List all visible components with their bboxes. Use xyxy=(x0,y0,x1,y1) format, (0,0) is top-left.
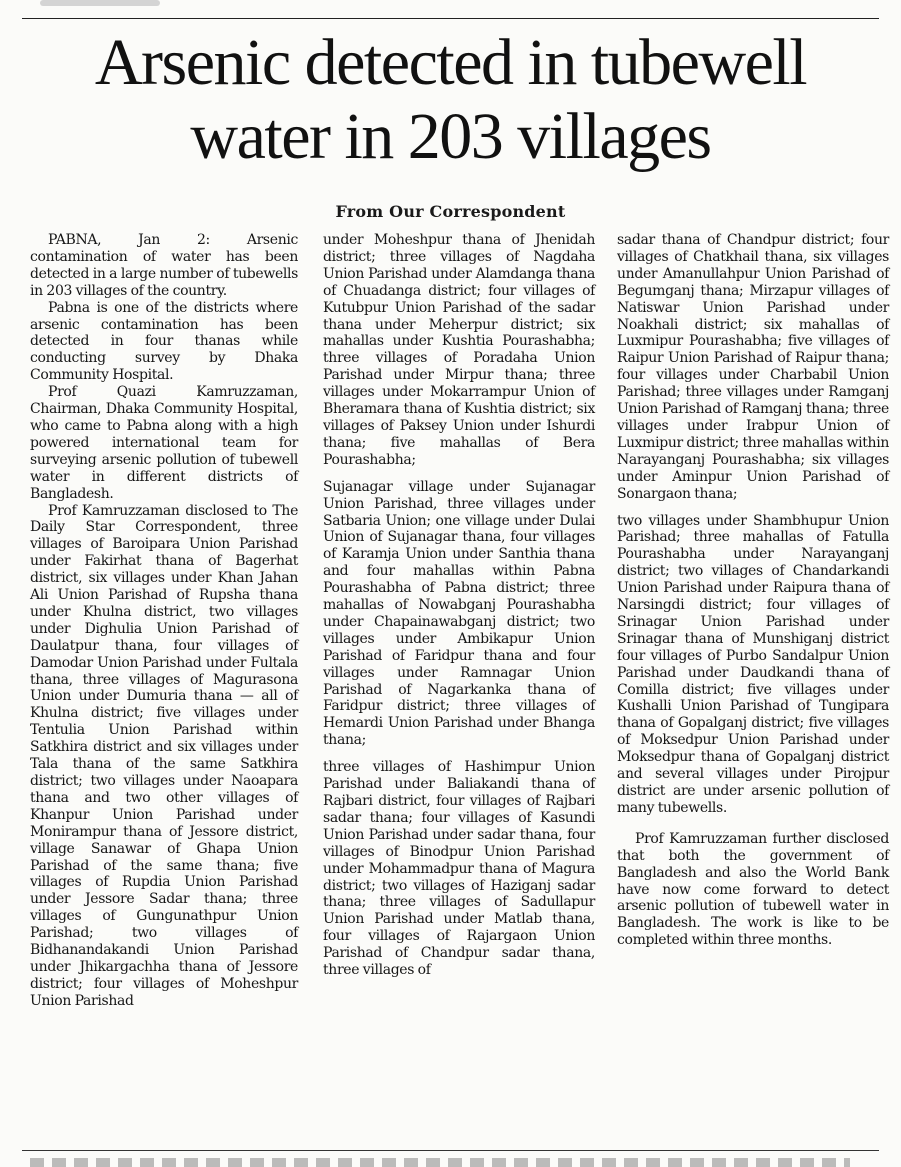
top-rule xyxy=(22,18,879,19)
clipping-edge xyxy=(40,0,160,6)
article-column-3 xyxy=(617,232,889,949)
paragraph: two villages under Shambhupur Union Parishad; three mahallas of Fatulla Pourashabha under Narayanganj district; two villages of Chandarkandi Union Parishad under Raipura thana of Narsingdi district; four villages of Srinagar Union Parishad under Srinagar thana of Munshiganj district four villages of Purbo Sandalpur Union Parishad under Daudkandi thana of Comilla district; five villages under Kushalli Union Parishad of Tungipara thana of Gopalganj district; five villages of Moksedpur Union Parishad under Moksedpur thana of Gopalganj district and several villages under Pirojpur district are under arsenic pollution of many tubewells. xyxy=(617,512,889,816)
paragraph: Sujanagar village under Sujanagar Union Parishad, three villages under Satbaria Union; one village under Dulai Union of Sujanagar thana, four villages of Karamja Union under Santhia thana and four mahallas within Pabna Pourashabha of Pabna district; three mahallas of Nowabganj Pourashabha under Chapainawabganj district; two villages under Ambikapur Union Parishad of Faridpur thana and four villages under Ramnagar Union Parishad of Nagarkanka thana of Faridpur district; three villages of Hemardi Union Parishad under Bhanga thana; xyxy=(323,478,595,749)
paragraph: Prof Kamruzzaman disclosed to The Daily Star Correspondent, three villages of Baroipara Union Parishad under Fakirhat thana of Bagerhat district, six villages under Khan Jahan Ali Union Parishad of Rupsha thana under Khulna district, two villages under Dighulia Union Parishad of Daulatpur thana, four villages of Damodar Union Parishad under Fultala thana, three villages of Magurasona Union under Dumuria thana — all of Khulna district; five villages under Tentulia Union Parishad within Satkhira district and six villages under Tala thana of the same Satkhira district; two villages under Naoapara thana and two other villages of Khanpur Union Parishad under Monirampur thana of Jessore district, village Sanawar of Ghapa Union Parishad of the same thana; five villages of Rupdia Union Parishad under Jessore Sadar thana; three villages of Gungunathpur Union Parishad; two villages of Bidhanandakandi Union Parishad under Jhikargachha thana of Jessore district; four villages of Moheshpur Union Parishad xyxy=(30,502,298,1009)
paragraph: Prof Quazi Kamruzzaman, Chairman, Dhaka Community Hospital, who came to Pabna along with a high powered international team for surveying arsenic pollution of tubewell water in different districts of Bangladesh. xyxy=(30,384,298,502)
article-column-1 xyxy=(30,232,298,1010)
paragraph: Prof Kamruzzaman further disclosed that both the government of Bangladesh and also the World Bank have now come forward to detect arsenic pollution of tubewell water in Bangladesh. The work is like to be completed within three months. xyxy=(617,830,889,949)
bottom-rule xyxy=(22,1150,879,1151)
clipping-edge-bottom xyxy=(30,1158,850,1167)
article-column-2 xyxy=(323,232,595,979)
paragraph: Pabna is one of the districts where arsenic contamination has been detected in four thanas while conducting survey by Dhaka Community Hospital. xyxy=(30,299,298,384)
paragraph: PABNA, Jan 2: Arsenic contamination of water has been detected in a large number of tubewells in 203 villages of the country. xyxy=(30,232,298,299)
paragraph: three villages of Hashimpur Union Parishad under Baliakandi thana of Rajbari district, four villages of Rajbari sadar thana; four villages of Kasundi Union Parishad under sadar thana, four villages of Binodpur Union Parishad under Mohammadpur thana of Magura district; two villages of Haziganj sadar thana; three villages of Sadullapur Union Parishad under Matlab thana, four villages of Rajargaon Union Parishad of Chandpur sadar thana, three villages of xyxy=(323,759,595,979)
paragraph: sadar thana of Chandpur district; four villages of Chatkhail thana, six villages under Amanullahpur Union Parishad of Begumganj thana; Mirzapur villages of Natiswar Union Parishad under Noakhali district; six mahallas of Luxmipur Pourashabha; five villages of Raipur Union Parishad of Raipur thana; four villages under Charbabil Union Parishad; three villages under Ramganj Union Parishad of Ramganj thana; three villages under Irabpur Union of Luxmipur district; three mahallas within Narayanganj Pourashabha; six villages under Aminpur Union Parishad of Sonargaon thana; xyxy=(617,232,890,502)
paragraph: under Moheshpur thana of Jhenidah district; three villages of Nagdaha Union Parishad under Alamdanga thana of Chuadanga district; four villages of Kutubpur Union Parishad of the sadar thana under Meherpur district; six mahallas under Kushtia Pourashabha; three villages of Poradaha Union Parishad under Mirpur thana; three villages under Mokarrampur Union of Bheramara thana of Kushtia district; six villages of Paksey Union under Ishurdi thana; five mahallas of Bera Pourashabha; xyxy=(323,232,595,468)
headline: Arsenic detected in tubewell water in 203 villages xyxy=(94,26,807,173)
byline: From Our Correspondent xyxy=(335,202,566,221)
